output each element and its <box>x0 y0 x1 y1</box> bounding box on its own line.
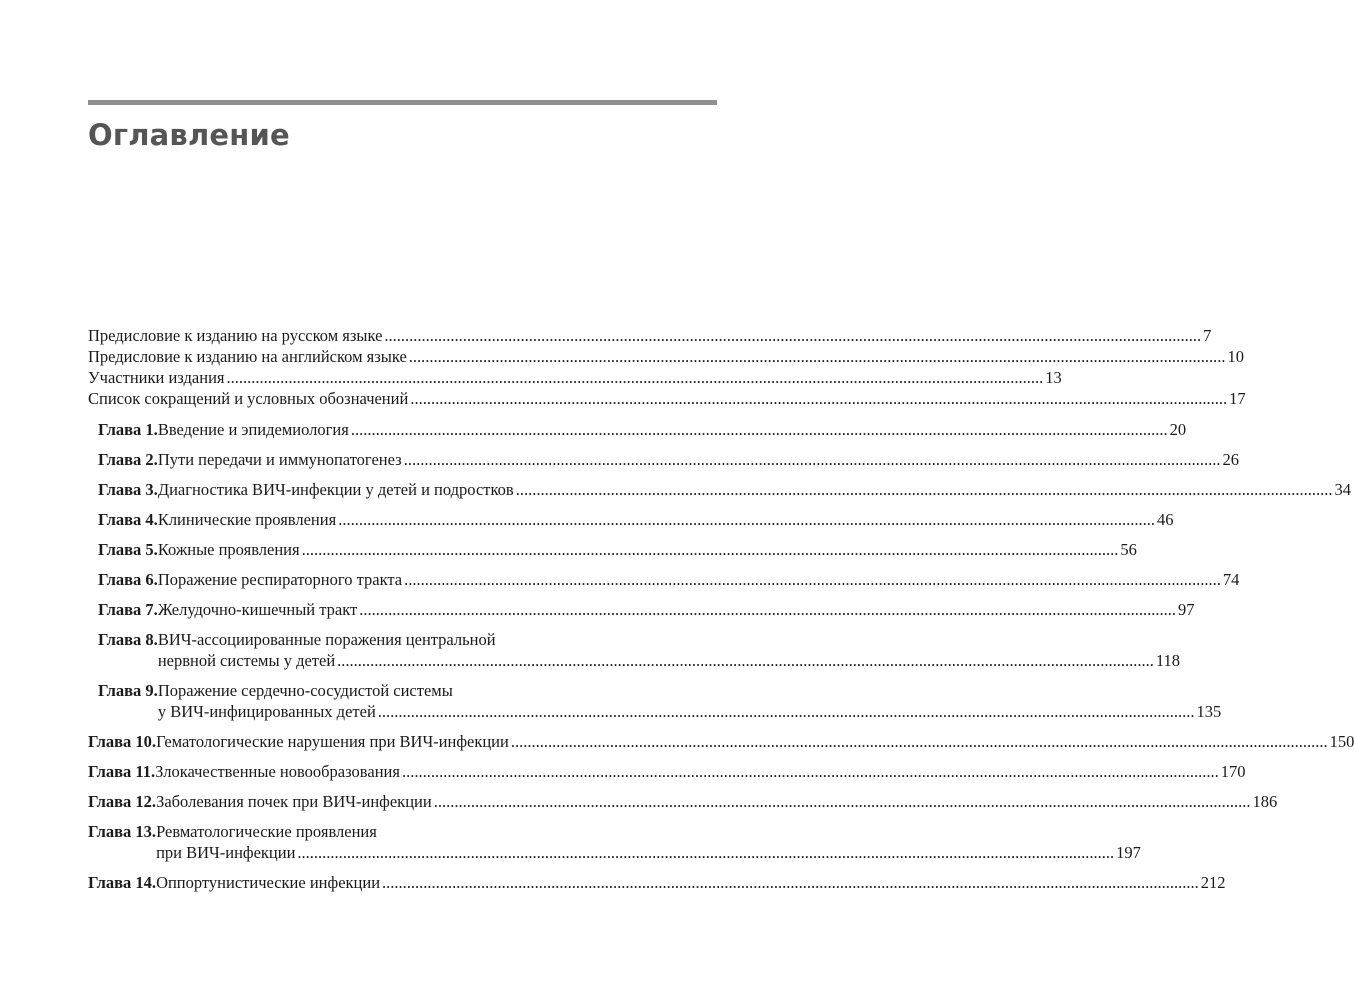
chapter-page[interactable]: 26 <box>1222 450 1239 469</box>
chapter-title-line <box>158 650 1180 671</box>
chapter-title-line <box>158 509 1174 530</box>
chapter-title-block <box>156 872 1225 893</box>
dot-leader <box>337 650 1154 671</box>
toc-chapter[interactable] <box>88 449 1239 470</box>
table-of-contents <box>88 325 1354 902</box>
toc-chapter[interactable] <box>88 731 1354 752</box>
chapter-title[interactable]: Оппортунистические инфекции <box>156 873 381 892</box>
chapter-title-line <box>158 701 1221 722</box>
chapter-label: Глава 7. <box>98 600 158 619</box>
chapter-title-line <box>158 599 1195 620</box>
toc-chapter[interactable] <box>88 479 1351 500</box>
chapter-title-line <box>156 821 1141 842</box>
chapter-title[interactable]: Клинические проявления <box>157 510 337 529</box>
dot-leader <box>404 569 1221 590</box>
chapter-title-block <box>158 539 1137 560</box>
toc-chapter[interactable] <box>88 821 1141 863</box>
chapter-title-line <box>158 680 1221 701</box>
toc-chapter[interactable] <box>88 872 1226 893</box>
chapter-title-block <box>156 731 1354 752</box>
chapter-page[interactable]: 56 <box>1120 540 1137 559</box>
chapter-label: Глава 5. <box>98 540 158 559</box>
chapter-title[interactable]: Поражение респираторного тракта <box>157 570 403 589</box>
chapter-title[interactable]: Ревматологические проявления <box>156 822 377 841</box>
chapter-page[interactable]: 197 <box>1116 843 1141 862</box>
toc-entry[interactable] <box>88 388 1246 409</box>
chapter-title-line <box>158 419 1186 440</box>
chapter-title-block <box>158 509 1174 530</box>
front-matter-list <box>88 325 1246 409</box>
chapter-title[interactable]: Введение и эпидемиология <box>157 420 349 439</box>
chapter-page[interactable]: 46 <box>1156 510 1174 529</box>
chapter-title[interactable]: Гематологические нарушения при ВИЧ-инфекции <box>156 732 509 751</box>
chapter-title-line <box>158 479 1351 500</box>
toc-entry-page[interactable]: 13 <box>1045 368 1062 387</box>
chapter-label: Глава 8. <box>98 630 158 649</box>
chapter-label: Глава 13. <box>88 822 157 841</box>
chapter-title-line <box>156 842 1141 863</box>
dot-leader <box>384 325 1201 346</box>
dot-leader <box>351 419 1168 440</box>
dot-leader <box>404 449 1221 470</box>
toc-chapter[interactable] <box>88 599 1195 620</box>
chapter-title[interactable]: Желудочно-кишечный тракт <box>157 600 358 619</box>
chapter-title-block <box>158 599 1195 620</box>
chapter-title-block <box>158 449 1239 470</box>
chapter-title-block <box>158 479 1351 500</box>
chapter-label: Глава 9. <box>98 681 158 700</box>
chapter-label: Глава 4. <box>98 510 158 529</box>
chapter-title-block <box>158 680 1221 722</box>
toc-chapter[interactable] <box>88 539 1137 560</box>
toc-entry[interactable] <box>88 346 1245 367</box>
chapter-page[interactable]: 135 <box>1196 702 1222 721</box>
chapter-label: Глава 1. <box>98 420 158 439</box>
chapter-title[interactable]: Поражение сердечно-сосудистой системы <box>157 681 453 700</box>
toc-chapter[interactable] <box>88 680 1222 722</box>
chapter-title-line <box>158 449 1239 470</box>
toc-entry-page[interactable]: 10 <box>1227 347 1245 366</box>
dot-leader <box>338 509 1155 530</box>
chapter-label: Глава 11. <box>88 762 156 781</box>
dot-leader <box>511 731 1328 752</box>
chapter-label: Глава 14. <box>88 873 157 892</box>
chapter-title[interactable]: Пути передачи и иммунопатогенез <box>157 450 402 469</box>
toc-chapter[interactable] <box>88 791 1278 812</box>
chapter-label: Глава 2. <box>98 450 158 469</box>
chapter-title[interactable]: нервной системы у детей <box>157 651 336 670</box>
toc-entry[interactable] <box>88 325 1212 346</box>
chapter-title[interactable]: у ВИЧ-инфицированных детей <box>157 702 376 721</box>
chapter-page[interactable]: 97 <box>1178 600 1195 619</box>
toc-entry-page[interactable]: 7 <box>1203 326 1212 345</box>
toc-entry-title[interactable]: Участники издания <box>88 368 225 387</box>
chapter-page[interactable]: 170 <box>1220 762 1246 781</box>
toc-chapter[interactable] <box>88 629 1181 671</box>
toc-entry-title[interactable]: Предисловие к изданию на русском языке <box>88 326 383 345</box>
chapter-title-line <box>158 629 1180 650</box>
page-title: Оглавление <box>88 118 290 152</box>
chapter-title[interactable]: Диагностика ВИЧ-инфекции у детей и подростков <box>157 480 514 499</box>
chapter-title-line <box>156 791 1277 812</box>
dot-leader <box>516 479 1333 500</box>
toc-chapter[interactable] <box>88 761 1246 782</box>
toc-entry-title[interactable]: Предисловие к изданию на английском языке <box>88 347 407 366</box>
chapter-title[interactable]: Злокачественные новообразования <box>155 762 400 781</box>
chapter-title-block <box>158 419 1186 440</box>
dot-leader <box>378 701 1195 722</box>
chapter-title-line <box>156 872 1225 893</box>
chapter-label: Глава 10. <box>88 732 157 751</box>
header-rule <box>88 100 717 105</box>
chapter-page[interactable]: 212 <box>1200 873 1226 892</box>
chapter-title-line <box>158 539 1137 560</box>
dot-leader <box>297 842 1114 863</box>
toc-chapter[interactable] <box>88 569 1240 590</box>
toc-chapter[interactable] <box>88 419 1187 440</box>
toc-chapter[interactable] <box>88 509 1174 530</box>
chapter-title-block <box>156 791 1277 812</box>
chapter-page[interactable]: 150 <box>1329 732 1354 751</box>
dot-leader <box>402 761 1219 782</box>
chapter-title-line <box>155 761 1245 782</box>
dot-leader <box>227 367 1044 388</box>
chapter-title-block <box>156 821 1141 863</box>
chapter-title-line <box>158 569 1240 590</box>
toc-entry-title[interactable]: Список сокращений и условных обозначений <box>88 389 409 408</box>
chapter-title[interactable]: Заболевания почек при ВИЧ-инфекции <box>156 792 432 811</box>
chapter-label: Глава 3. <box>98 480 158 499</box>
toc-entry[interactable] <box>88 367 1062 388</box>
chapter-page[interactable]: 34 <box>1334 480 1351 499</box>
chapter-page[interactable]: 118 <box>1155 651 1181 670</box>
chapter-title-block <box>155 761 1245 782</box>
chapter-label: Глава 12. <box>88 792 157 811</box>
chapter-title[interactable]: при ВИЧ-инфекции <box>156 843 296 862</box>
dot-leader <box>434 791 1251 812</box>
chapter-page[interactable]: 186 <box>1252 792 1278 811</box>
dot-leader <box>410 388 1227 409</box>
dot-leader <box>302 539 1119 560</box>
chapter-title[interactable]: Кожные проявления <box>157 540 300 559</box>
chapter-title-block <box>158 629 1180 671</box>
chapter-title-block <box>158 569 1240 590</box>
chapter-page[interactable]: 20 <box>1169 420 1187 439</box>
dot-leader <box>382 872 1199 893</box>
dot-leader <box>409 346 1226 367</box>
chapter-list <box>88 419 1354 893</box>
chapter-label: Глава 6. <box>98 570 158 589</box>
toc-entry-page[interactable]: 17 <box>1229 389 1246 408</box>
dot-leader <box>359 599 1176 620</box>
chapter-page[interactable]: 74 <box>1222 570 1240 589</box>
chapter-title[interactable]: ВИЧ-ассоциированные поражения центральной <box>157 630 496 649</box>
chapter-title-line <box>156 731 1354 752</box>
